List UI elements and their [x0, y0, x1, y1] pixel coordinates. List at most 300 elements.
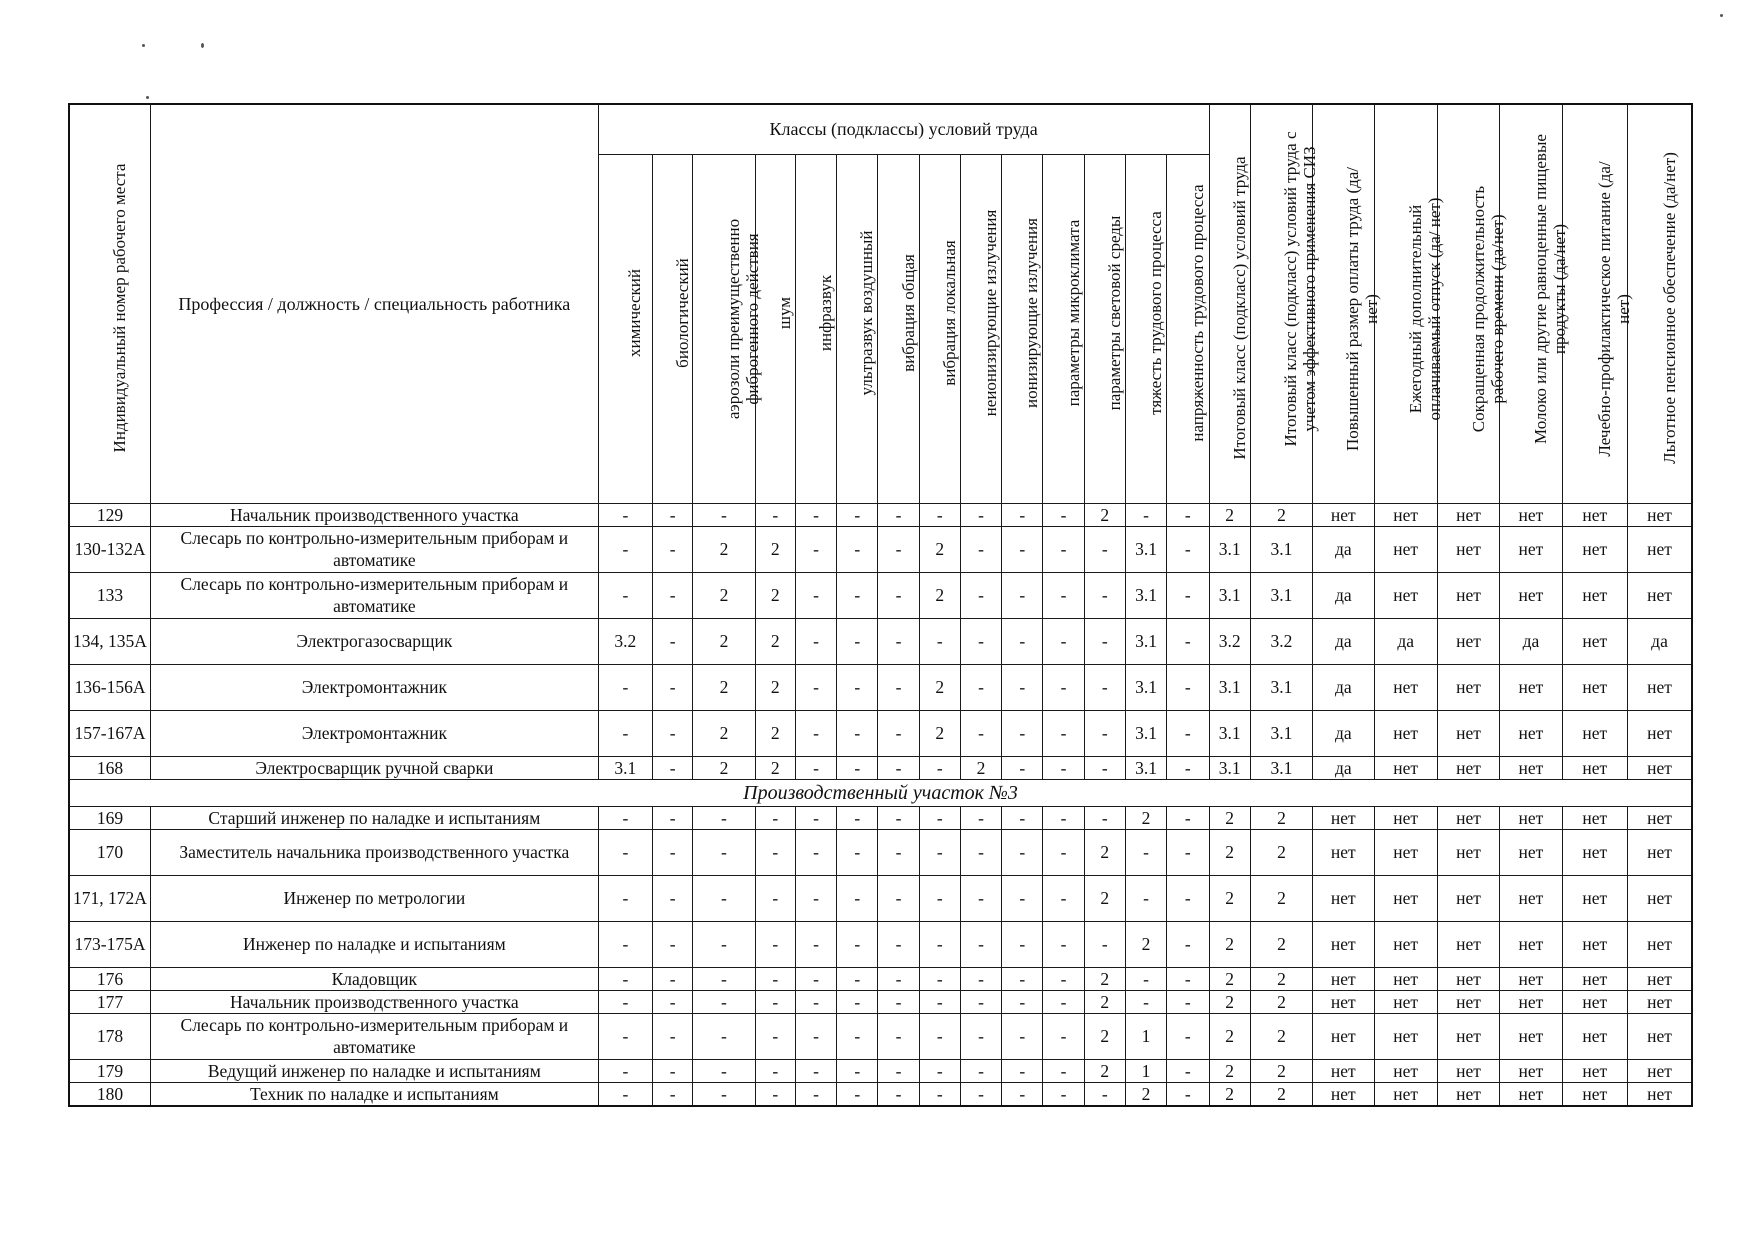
- factor-class-cell: -: [878, 1059, 919, 1082]
- factor-class-cell: -: [1043, 618, 1084, 664]
- table-row: [69, 572, 1692, 618]
- factor-class-cell: -: [598, 829, 652, 875]
- factor-class-cell: 3.1: [1125, 664, 1166, 710]
- guarantee-cell: нет: [1500, 710, 1562, 756]
- factor-class-cell: 2: [919, 572, 960, 618]
- factor-class-cell: -: [878, 503, 919, 526]
- factor-class-cell: -: [878, 756, 919, 779]
- factor-class-cell: -: [755, 503, 795, 526]
- factor-class-cell: -: [919, 990, 960, 1013]
- factor-class-cell: -: [653, 875, 693, 921]
- guarantee-cell: да: [1374, 618, 1437, 664]
- factor-class-cell: 3.1: [1125, 526, 1166, 572]
- header-leave-text: Ежегодный дополнительный оплачиваемый отпуск (да/ нет): [1405, 197, 1444, 420]
- guarantee-cell: нет: [1437, 967, 1499, 990]
- workplace-number-cell: 157-167А: [69, 710, 150, 756]
- factor-class-cell: -: [1084, 756, 1125, 779]
- factor-class-cell: -: [795, 990, 836, 1013]
- guarantee-cell: нет: [1437, 1082, 1499, 1106]
- header-factor-10: [1043, 154, 1084, 503]
- factor-class-cell: 3.1: [1125, 756, 1166, 779]
- guarantee-cell: нет: [1562, 875, 1627, 921]
- table-row: [69, 1059, 1692, 1082]
- table-row: [69, 967, 1692, 990]
- factor-class-cell: -: [1043, 875, 1084, 921]
- factor-class-cell: 2: [1125, 1082, 1166, 1106]
- factor-class-cell: -: [795, 1059, 836, 1082]
- header-factor-12: [1125, 154, 1166, 503]
- scan-speck: [146, 96, 149, 99]
- factor-class-cell: -: [1002, 618, 1043, 664]
- guarantee-cell: нет: [1628, 1082, 1692, 1106]
- factor-class-cell: 2: [919, 526, 960, 572]
- factor-class-cell: -: [598, 526, 652, 572]
- factor-class-cell: -: [1043, 829, 1084, 875]
- guarantee-cell: нет: [1628, 875, 1692, 921]
- workplace-number-cell: 169: [69, 806, 150, 829]
- final-class-cell: 3.1: [1209, 572, 1250, 618]
- guarantee-cell: нет: [1437, 664, 1499, 710]
- factor-class-cell: -: [653, 618, 693, 664]
- workplace-number-cell: 130-132А: [69, 526, 150, 572]
- final-class-cell: 3.1: [1209, 664, 1250, 710]
- factor-class-cell: -: [960, 967, 1001, 990]
- profession-cell: Начальник производственного участка: [150, 990, 598, 1013]
- header-factor-text: аэрозоли преимущественно фиброгенного действия: [723, 218, 762, 419]
- factor-class-cell: -: [1167, 990, 1209, 1013]
- factor-class-cell: -: [755, 806, 795, 829]
- guarantee-cell: нет: [1562, 829, 1627, 875]
- table-row: [69, 618, 1692, 664]
- factor-class-cell: -: [693, 921, 755, 967]
- header-profession: Профессия / должность / специальность работника: [150, 104, 598, 503]
- factor-class-cell: -: [653, 829, 693, 875]
- factor-class-cell: 3.1: [1125, 710, 1166, 756]
- final-class-cell: 2: [1209, 1082, 1250, 1106]
- factor-class-cell: -: [693, 1059, 755, 1082]
- header-factor-text: неионизирующие излучения: [981, 209, 1000, 416]
- header-factor-text: биологический: [672, 257, 692, 368]
- workplace-number-cell: 134, 135А: [69, 618, 150, 664]
- guarantee-cell: нет: [1313, 1082, 1374, 1106]
- factor-class-cell: -: [755, 1082, 795, 1106]
- guarantee-cell: нет: [1500, 806, 1562, 829]
- guarantee-cell: нет: [1313, 967, 1374, 990]
- factor-class-cell: -: [653, 503, 693, 526]
- working-conditions-table: [68, 103, 1693, 1107]
- factor-class-cell: -: [837, 990, 878, 1013]
- guarantee-cell: нет: [1562, 990, 1627, 1013]
- factor-class-cell: -: [1167, 829, 1209, 875]
- guarantee-cell: нет: [1562, 1082, 1627, 1106]
- guarantee-cell: нет: [1628, 1013, 1692, 1059]
- factor-class-cell: -: [653, 664, 693, 710]
- profession-cell: Старший инженер по наладке и испытаниям: [150, 806, 598, 829]
- factor-class-cell: -: [837, 1059, 878, 1082]
- factor-class-cell: -: [1043, 756, 1084, 779]
- factor-class-cell: -: [1167, 1059, 1209, 1082]
- factor-class-cell: -: [837, 756, 878, 779]
- factor-class-cell: -: [795, 1082, 836, 1106]
- header-food: [1562, 104, 1633, 503]
- profession-cell: Техник по наладке и испытаниям: [150, 1082, 598, 1106]
- table-row: [69, 990, 1692, 1013]
- factor-class-cell: -: [878, 990, 919, 1013]
- guarantee-cell: нет: [1313, 990, 1374, 1013]
- factor-class-cell: -: [919, 921, 960, 967]
- factor-class-cell: 2: [755, 526, 795, 572]
- factor-class-cell: -: [1002, 710, 1043, 756]
- header-factor-text: ультразвук воздушный: [857, 230, 877, 395]
- guarantee-cell: нет: [1562, 526, 1627, 572]
- factor-class-cell: -: [1167, 572, 1209, 618]
- factor-class-cell: -: [1002, 875, 1043, 921]
- factor-class-cell: -: [795, 806, 836, 829]
- factor-class-cell: -: [1043, 1013, 1084, 1059]
- header-final-class-text: Итоговый класс (подкласс) условий труда: [1229, 155, 1249, 460]
- guarantee-cell: нет: [1628, 967, 1692, 990]
- guarantee-cell: нет: [1500, 1013, 1562, 1059]
- guarantee-cell: нет: [1313, 829, 1374, 875]
- factor-class-cell: -: [1167, 806, 1209, 829]
- guarantee-cell: нет: [1374, 990, 1437, 1013]
- scan-speck: [1720, 14, 1723, 17]
- guarantee-cell: нет: [1437, 806, 1499, 829]
- final-class-cell: 2: [1209, 1059, 1250, 1082]
- factor-class-cell: 2: [755, 664, 795, 710]
- factor-class-cell: -: [1002, 921, 1043, 967]
- guarantee-cell: нет: [1437, 1059, 1499, 1082]
- factor-class-cell: -: [653, 1059, 693, 1082]
- guarantee-cell: нет: [1628, 526, 1692, 572]
- table-row: [69, 664, 1692, 710]
- factor-class-cell: -: [653, 806, 693, 829]
- factor-class-cell: -: [1043, 806, 1084, 829]
- section-row: [69, 779, 1692, 806]
- guarantee-cell: нет: [1374, 1059, 1437, 1082]
- factor-class-cell: -: [1002, 990, 1043, 1013]
- final-class-cell: 2: [1209, 829, 1250, 875]
- guarantee-cell: нет: [1374, 710, 1437, 756]
- profession-cell: Кладовщик: [150, 967, 598, 990]
- final-class-siz-cell: 2: [1250, 967, 1312, 990]
- factor-class-cell: -: [693, 1082, 755, 1106]
- factor-class-cell: -: [919, 1013, 960, 1059]
- factor-class-cell: -: [693, 990, 755, 1013]
- factor-class-cell: -: [755, 1059, 795, 1082]
- factor-class-cell: -: [1043, 921, 1084, 967]
- table-row: [69, 756, 1692, 779]
- final-class-siz-cell: 2: [1250, 829, 1312, 875]
- factor-class-cell: -: [795, 526, 836, 572]
- guarantee-cell: нет: [1374, 664, 1437, 710]
- profession-cell: Слесарь по контрольно-измерительным приборам и автоматике: [150, 1013, 598, 1059]
- factor-class-cell: -: [693, 1013, 755, 1059]
- factor-class-cell: -: [795, 1013, 836, 1059]
- factor-class-cell: -: [878, 710, 919, 756]
- header-factor-text: параметры световой среды: [1104, 215, 1124, 410]
- profession-cell: Электросварщик ручной сварки: [150, 756, 598, 779]
- factor-class-cell: -: [837, 806, 878, 829]
- guarantee-cell: нет: [1437, 710, 1499, 756]
- factor-class-cell: -: [795, 829, 836, 875]
- factor-class-cell: -: [653, 710, 693, 756]
- factor-class-cell: -: [598, 990, 652, 1013]
- factor-class-cell: -: [960, 1059, 1001, 1082]
- table-row: [69, 526, 1692, 572]
- factor-class-cell: 2: [693, 526, 755, 572]
- header-factor-text: инфразвук: [816, 274, 835, 351]
- profession-cell: Слесарь по контрольно-измерительным приборам и автоматике: [150, 526, 598, 572]
- factor-class-cell: -: [837, 921, 878, 967]
- factor-class-cell: -: [795, 875, 836, 921]
- final-class-cell: 2: [1209, 967, 1250, 990]
- final-class-siz-cell: 2: [1250, 921, 1312, 967]
- guarantee-cell: нет: [1437, 618, 1499, 664]
- factor-class-cell: -: [653, 967, 693, 990]
- guarantee-cell: нет: [1628, 572, 1692, 618]
- header-factor-2: [693, 154, 762, 503]
- factor-class-cell: -: [693, 875, 755, 921]
- table-body: [69, 503, 1692, 1106]
- table-row: [69, 806, 1692, 829]
- factor-class-cell: -: [598, 664, 652, 710]
- workplace-number-cell: 171, 172А: [69, 875, 150, 921]
- guarantee-cell: нет: [1562, 710, 1627, 756]
- factor-class-cell: -: [1167, 1013, 1209, 1059]
- factor-class-cell: -: [1002, 756, 1043, 779]
- final-class-siz-cell: 2: [1250, 503, 1312, 526]
- guarantee-cell: нет: [1437, 921, 1499, 967]
- factor-class-cell: -: [1043, 710, 1084, 756]
- factor-class-cell: -: [795, 618, 836, 664]
- workplace-number-cell: 176: [69, 967, 150, 990]
- guarantee-cell: нет: [1313, 875, 1374, 921]
- factor-class-cell: -: [919, 1082, 960, 1106]
- factor-class-cell: -: [878, 806, 919, 829]
- profession-cell: Заместитель начальника производственного участка: [150, 829, 598, 875]
- workplace-number-cell: 177: [69, 990, 150, 1013]
- factor-class-cell: -: [1084, 572, 1125, 618]
- guarantee-cell: нет: [1500, 990, 1562, 1013]
- guarantee-cell: нет: [1374, 503, 1437, 526]
- factor-class-cell: -: [795, 503, 836, 526]
- workplace-number-cell: 170: [69, 829, 150, 875]
- factor-class-cell: -: [1167, 710, 1209, 756]
- factor-class-cell: 3.2: [598, 618, 652, 664]
- table-row: [69, 710, 1692, 756]
- guarantee-cell: нет: [1562, 664, 1627, 710]
- header-factor-text: тяжесть трудового процесса: [1146, 210, 1165, 415]
- profession-cell: Инженер по метрологии: [150, 875, 598, 921]
- guarantee-cell: нет: [1500, 664, 1562, 710]
- guarantee-cell: нет: [1500, 1082, 1562, 1106]
- factor-class-cell: -: [878, 1082, 919, 1106]
- factor-class-cell: -: [795, 664, 836, 710]
- final-class-siz-cell: 2: [1250, 875, 1312, 921]
- factor-class-cell: -: [1167, 875, 1209, 921]
- factor-class-cell: -: [878, 875, 919, 921]
- guarantee-cell: нет: [1500, 756, 1562, 779]
- header-pension-text: Льготное пенсионное обеспечение (да/нет): [1659, 151, 1679, 464]
- factor-class-cell: 2: [1125, 921, 1166, 967]
- factor-class-cell: -: [755, 829, 795, 875]
- factor-class-cell: -: [693, 829, 755, 875]
- factor-class-cell: -: [837, 664, 878, 710]
- factor-class-cell: 2: [919, 710, 960, 756]
- factor-class-cell: -: [878, 572, 919, 618]
- factor-class-cell: -: [1084, 618, 1125, 664]
- factor-class-cell: -: [653, 990, 693, 1013]
- header-factor-0: [598, 154, 652, 503]
- factor-class-cell: -: [1002, 664, 1043, 710]
- factor-class-cell: 2: [1125, 806, 1166, 829]
- table-row: [69, 829, 1692, 875]
- guarantee-cell: нет: [1628, 503, 1692, 526]
- header-factor-9: [1002, 154, 1043, 503]
- guarantee-cell: нет: [1628, 921, 1692, 967]
- table-row: [69, 921, 1692, 967]
- final-class-siz-cell: 3.1: [1250, 710, 1312, 756]
- header-factor-1: [653, 154, 693, 503]
- factor-class-cell: 2: [960, 756, 1001, 779]
- factor-class-cell: 2: [693, 618, 755, 664]
- header-pay: [1313, 104, 1382, 503]
- guarantee-cell: нет: [1500, 967, 1562, 990]
- guarantee-cell: да: [1628, 618, 1692, 664]
- guarantee-cell: нет: [1500, 503, 1562, 526]
- profession-cell: Электрогазосварщик: [150, 618, 598, 664]
- factor-class-cell: -: [795, 921, 836, 967]
- factor-class-cell: -: [960, 875, 1001, 921]
- final-class-siz-cell: 3.2: [1250, 618, 1312, 664]
- factor-class-cell: -: [598, 875, 652, 921]
- factor-class-cell: -: [837, 967, 878, 990]
- factor-class-cell: -: [919, 1059, 960, 1082]
- factor-class-cell: -: [919, 806, 960, 829]
- factor-class-cell: -: [960, 829, 1001, 875]
- profession-cell: Слесарь по контрольно-измерительным приборам и автоматике: [150, 572, 598, 618]
- guarantee-cell: нет: [1437, 829, 1499, 875]
- factor-class-cell: -: [653, 1013, 693, 1059]
- guarantee-cell: нет: [1374, 1082, 1437, 1106]
- guarantee-cell: да: [1313, 756, 1374, 779]
- factor-class-cell: -: [1002, 1013, 1043, 1059]
- factor-class-cell: -: [598, 1059, 652, 1082]
- factor-class-cell: 2: [1084, 967, 1125, 990]
- factor-class-cell: -: [653, 572, 693, 618]
- header-factor-5: [837, 154, 878, 503]
- final-class-cell: 3.1: [1209, 526, 1250, 572]
- factor-class-cell: 2: [755, 710, 795, 756]
- factor-class-cell: 2: [755, 756, 795, 779]
- guarantee-cell: нет: [1437, 756, 1499, 779]
- final-class-siz-cell: 3.1: [1250, 572, 1312, 618]
- factor-class-cell: -: [1084, 526, 1125, 572]
- factor-class-cell: -: [1002, 526, 1043, 572]
- header-factor-13: [1167, 154, 1209, 503]
- factor-class-cell: -: [837, 710, 878, 756]
- factor-class-cell: -: [598, 921, 652, 967]
- factor-class-cell: -: [919, 967, 960, 990]
- guarantee-cell: да: [1313, 664, 1374, 710]
- guarantee-cell: нет: [1313, 1013, 1374, 1059]
- guarantee-cell: нет: [1437, 526, 1499, 572]
- guarantee-cell: нет: [1437, 875, 1499, 921]
- section-title: Производственный участок №3: [69, 779, 1692, 806]
- factor-class-cell: -: [1167, 921, 1209, 967]
- factor-class-cell: 2: [1084, 990, 1125, 1013]
- table-row: [69, 1013, 1692, 1059]
- factor-class-cell: -: [1167, 664, 1209, 710]
- factor-class-cell: -: [878, 526, 919, 572]
- guarantee-cell: нет: [1628, 829, 1692, 875]
- workplace-number-cell: 179: [69, 1059, 150, 1082]
- factor-class-cell: -: [1043, 503, 1084, 526]
- factor-class-cell: -: [1084, 921, 1125, 967]
- header-factor-text: шум: [775, 296, 795, 329]
- factor-class-cell: 2: [693, 756, 755, 779]
- factor-class-cell: -: [960, 1013, 1001, 1059]
- factor-class-cell: -: [837, 1013, 878, 1059]
- factor-class-cell: -: [1084, 710, 1125, 756]
- guarantee-cell: нет: [1562, 806, 1627, 829]
- factor-class-cell: 3.1: [1125, 618, 1166, 664]
- header-factor-6: [878, 154, 919, 503]
- factor-class-cell: -: [1167, 1082, 1209, 1106]
- factor-class-cell: 2: [755, 572, 795, 618]
- guarantee-cell: нет: [1562, 572, 1627, 618]
- factor-class-cell: -: [1002, 967, 1043, 990]
- final-class-siz-cell: 2: [1250, 806, 1312, 829]
- factor-class-cell: -: [693, 503, 755, 526]
- guarantee-cell: нет: [1562, 503, 1627, 526]
- header-final-class: [1209, 104, 1250, 503]
- guarantee-cell: нет: [1628, 806, 1692, 829]
- header-factor-11: [1084, 154, 1125, 503]
- guarantee-cell: нет: [1500, 1059, 1562, 1082]
- final-class-cell: 2: [1209, 806, 1250, 829]
- guarantee-cell: нет: [1500, 921, 1562, 967]
- final-class-cell: 2: [1209, 1013, 1250, 1059]
- header-factor-7: [919, 154, 960, 503]
- factor-class-cell: -: [1125, 967, 1166, 990]
- guarantee-cell: нет: [1500, 572, 1562, 618]
- header-pay-text: Повышенный размер оплаты труда (да/нет): [1343, 166, 1382, 451]
- guarantee-cell: нет: [1374, 1013, 1437, 1059]
- header-short-time: [1437, 104, 1507, 503]
- factor-class-cell: -: [795, 967, 836, 990]
- guarantee-cell: нет: [1374, 526, 1437, 572]
- profession-cell: Инженер по наладке и испытаниям: [150, 921, 598, 967]
- factor-class-cell: -: [693, 806, 755, 829]
- guarantee-cell: нет: [1374, 875, 1437, 921]
- header-food-text: Лечебно-профилактическое питание (да/нет): [1594, 160, 1633, 457]
- factor-class-cell: 2: [1084, 1059, 1125, 1082]
- header-workplace-number-text: Индивидуальный номер рабочего места: [109, 163, 129, 452]
- factor-class-cell: -: [1125, 829, 1166, 875]
- guarantee-cell: нет: [1562, 967, 1627, 990]
- factor-class-cell: -: [1167, 967, 1209, 990]
- factor-class-cell: -: [919, 618, 960, 664]
- guarantee-cell: нет: [1437, 503, 1499, 526]
- factor-class-cell: -: [1043, 1082, 1084, 1106]
- guarantee-cell: да: [1313, 526, 1374, 572]
- factor-class-cell: -: [837, 526, 878, 572]
- header-factor-4: [795, 154, 836, 503]
- factor-class-cell: -: [1167, 756, 1209, 779]
- table-row: [69, 503, 1692, 526]
